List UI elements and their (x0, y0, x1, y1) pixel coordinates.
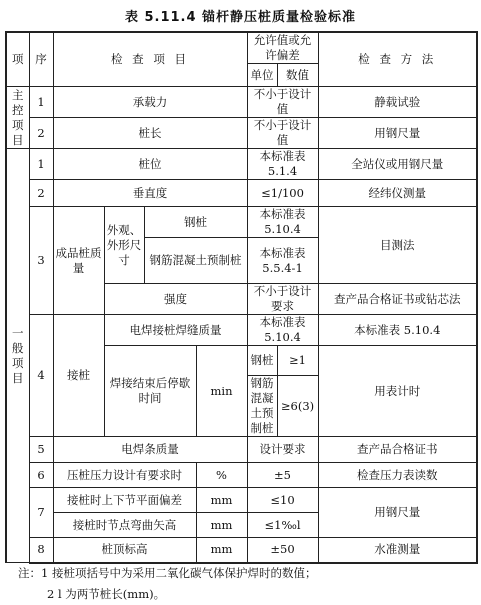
value-cell: ±5 (247, 463, 318, 488)
item-post-weld-rest-time: 焊接结束后停歇时间 (104, 346, 196, 437)
item-weld-quality: 电焊接桩焊缝质量 (104, 315, 247, 346)
header-tolerance: 允许值或允许偏差 (247, 32, 318, 64)
seq-cell: 2 (29, 118, 53, 149)
item-finished-pile-quality: 成品桩质量 (53, 207, 104, 315)
value-cell: ±50 (247, 538, 318, 563)
seq-cell: 7 (29, 488, 53, 538)
value-cell: 本标准表 5.10.4 (247, 315, 318, 346)
unit-cell: mm (196, 513, 247, 538)
method-cell: 全站仪或用钢尺量 (318, 149, 477, 180)
seq-cell: 6 (29, 463, 53, 488)
item-pressing-force: 压桩压力设计有要求时 (53, 463, 196, 488)
item-bearing-capacity: 承载力 (53, 87, 247, 118)
item-verticality: 垂直度 (53, 180, 247, 207)
method-cell: 用钢尺量 (318, 488, 477, 538)
header-seq: 序 (29, 32, 53, 87)
item-pile-top-elevation: 桩顶标高 (53, 538, 196, 563)
item-precast-concrete-pile: 钢筋混凝土预制桩 (247, 376, 277, 437)
note-2: 2 l 为两节桩长(mm)。 (47, 587, 166, 601)
unit-cell: mm (196, 538, 247, 563)
item-appearance-dimensions: 外观、外形尺寸 (104, 207, 144, 284)
value-cell: ≤10 (247, 488, 318, 513)
header-value: 数值 (277, 64, 318, 87)
method-cell: 经纬仪测量 (318, 180, 477, 207)
item-precast-concrete-pile: 钢筋混凝土预制桩 (144, 238, 247, 284)
value-cell: ≥6(3) (277, 376, 318, 437)
unit-cell: min (196, 346, 247, 437)
item-pile-position: 桩位 (53, 149, 247, 180)
value-cell: 本标准表 5.10.4 (247, 207, 318, 238)
item-joint-plane-deviation: 接桩时上下节平面偏差 (53, 488, 196, 513)
unit-cell: % (196, 463, 247, 488)
method-cell: 水准测量 (318, 538, 477, 563)
value-cell: 不小于设计值 (247, 118, 318, 149)
value-cell: ≥1 (277, 346, 318, 376)
header-method: 检 查 方 法 (318, 32, 477, 87)
quality-inspection-table (5, 31, 478, 564)
method-cell: 检查压力表读数 (318, 463, 477, 488)
value-cell: 不小于设计值 (247, 87, 318, 118)
item-pile-joint: 接桩 (53, 315, 104, 437)
table-notes (18, 563, 316, 605)
method-cell: 静载试验 (318, 87, 477, 118)
value-cell: 设计要求 (247, 437, 318, 463)
seq-cell: 1 (29, 87, 53, 118)
item-strength: 强度 (104, 284, 247, 315)
note-1: 注：1 接桩项括号中为采用二氧化碳气体保护焊时的数值； (18, 566, 317, 580)
seq-cell: 5 (29, 437, 53, 463)
seq-cell: 1 (29, 149, 53, 180)
seq-cell: 2 (29, 180, 53, 207)
item-steel-pile: 钢桩 (247, 346, 277, 376)
table-title: 表 5.11.4 锚杆静压桩质量检验标准 (124, 10, 357, 25)
method-cell: 查产品合格证书或钻芯法 (318, 284, 477, 315)
header-item: 项 (6, 32, 29, 87)
category-general: 一般项目 (6, 149, 29, 563)
value-cell: ≤1/100 (247, 180, 318, 207)
header-check-item: 检 查 项 目 (53, 32, 247, 87)
method-cell: 用表计时 (318, 346, 477, 437)
method-cell: 目测法 (318, 207, 477, 284)
value-cell: 本标准表 5.1.4 (247, 149, 318, 180)
item-electrode-quality: 电焊条质量 (53, 437, 247, 463)
method-cell: 查产品合格证书 (318, 437, 477, 463)
seq-cell: 8 (29, 538, 53, 563)
item-joint-bending-rise: 接桩时节点弯曲矢高 (53, 513, 196, 538)
value-cell: 不小于设计要求 (247, 284, 318, 315)
value-cell: ≤1‰l (247, 513, 318, 538)
header-unit: 单位 (247, 64, 277, 87)
value-cell: 本标准表 5.5.4-1 (247, 238, 318, 284)
seq-cell: 3 (29, 207, 53, 315)
unit-cell: mm (196, 488, 247, 513)
seq-cell: 4 (29, 315, 53, 437)
item-pile-length: 桩长 (53, 118, 247, 149)
method-cell: 用钢尺量 (318, 118, 477, 149)
category-main-control: 主控项目 (6, 87, 29, 149)
item-steel-pile: 钢桩 (144, 207, 247, 238)
method-cell: 本标准表 5.10.4 (318, 315, 477, 346)
